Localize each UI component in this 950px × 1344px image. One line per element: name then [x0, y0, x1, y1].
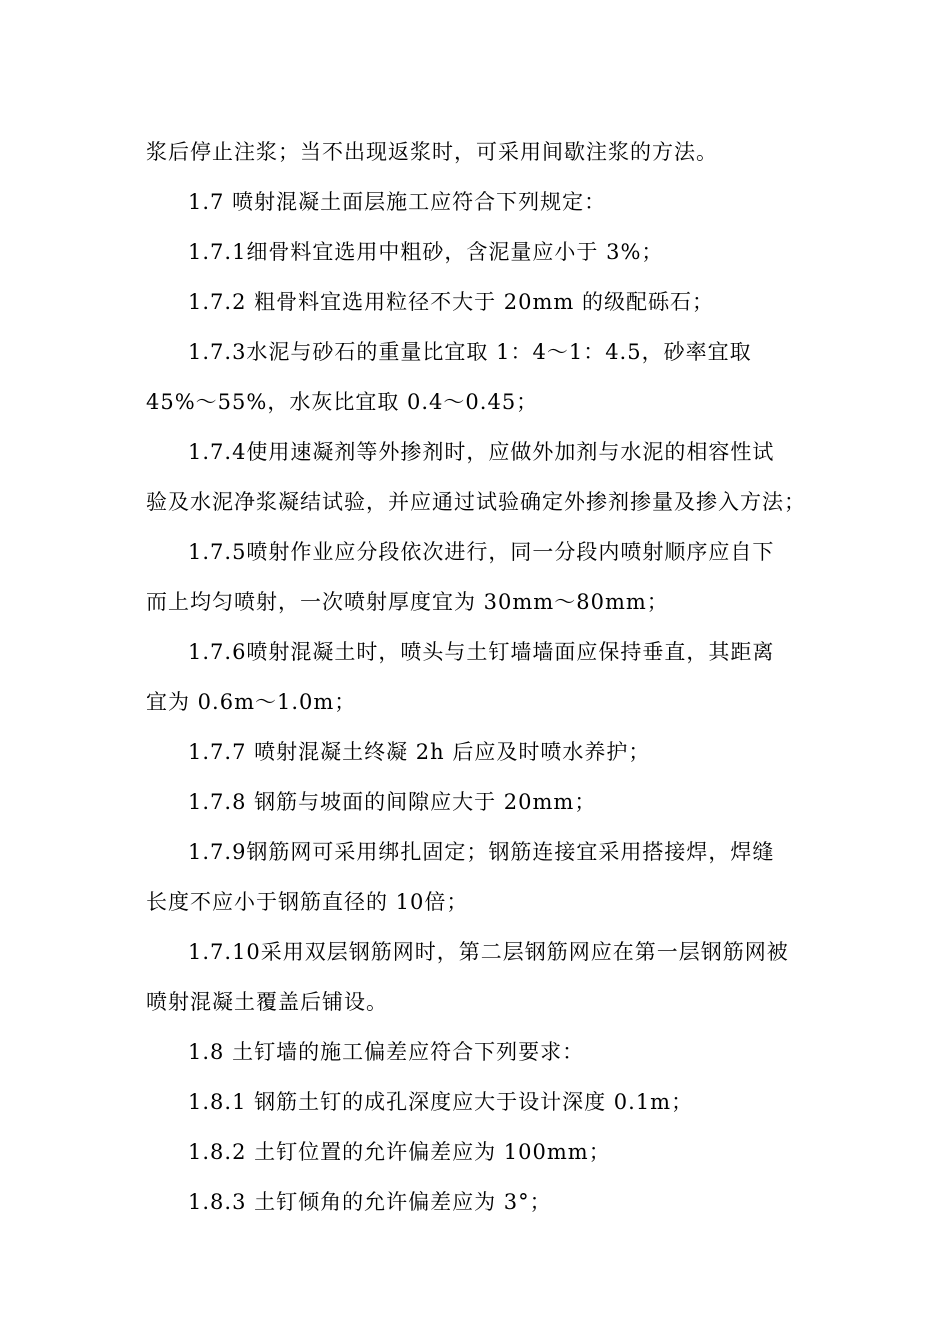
clause-1-7-6-cont: 宜为 0.6m～1.0m； — [146, 690, 357, 714]
clause-1-7-7: 1.7.7 喷射混凝土终凝 2h 后应及时喷水养护； — [188, 740, 651, 764]
clause-1-7-5-cont: 而上均匀喷射，一次喷射厚度宜为 30mm～80mm； — [146, 590, 669, 614]
clause-1-7-10: 1.7.10采用双层钢筋网时，第二层钢筋网应在第一层钢筋网被 — [188, 940, 789, 964]
clause-1-7-9-cont: 长度不应小于钢筋直径的 10倍； — [146, 890, 469, 914]
clause-1-7-4: 1.7.4使用速凝剂等外掺剂时，应做外加剂与水泥的相容性试 — [188, 440, 775, 464]
clause-1-7-8: 1.7.8 钢筋与坡面的间隙应大于 20mm； — [188, 790, 597, 814]
clause-1-7-4-cont: 验及水泥净浆凝结试验，并应通过试验确定外掺剂掺量及掺入方法； — [146, 490, 806, 514]
section-heading-1-7: 1.7 喷射混凝土面层施工应符合下列规定： — [188, 190, 607, 214]
section-heading-1-8: 1.8 土钉墙的施工偏差应符合下列要求： — [188, 1040, 585, 1064]
clause-1-8-2: 1.8.2 土钉位置的允许偏差应为 100mm； — [188, 1140, 611, 1164]
clause-1-7-6: 1.7.6喷射混凝土时，喷头与土钉墙墙面应保持垂直，其距离 — [188, 640, 775, 664]
clause-1-7-5: 1.7.5喷射作业应分段依次进行，同一分段内喷射顺序应自下 — [188, 540, 775, 564]
text-line-continuation: 浆后停止注浆；当不出现返浆时，可采用间歇注浆的方法。 — [146, 140, 718, 164]
clause-1-7-2: 1.7.2 粗骨料宜选用粒径不大于 20mm 的级配砾石； — [188, 290, 715, 314]
clause-1-8-3: 1.8.3 土钉倾角的允许偏差应为 3°； — [188, 1190, 552, 1214]
clause-1-7-3: 1.7.3水泥与砂石的重量比宜取 1：4～1：4.5，砂率宜取 — [188, 340, 752, 364]
clause-1-8-1: 1.8.1 钢筋土钉的成孔深度应大于设计深度 0.1m； — [188, 1090, 694, 1114]
clause-1-7-9: 1.7.9钢筋网可采用绑扎固定；钢筋连接宜采用搭接焊，焊缝 — [188, 840, 775, 864]
clause-1-7-1: 1.7.1细骨料宜选用中粗砂，含泥量应小于 3%； — [188, 240, 664, 264]
clause-1-7-10-cont: 喷射混凝土覆盖后铺设。 — [146, 990, 388, 1014]
clause-1-7-3-cont: 45%～55%，水灰比宜取 0.4～0.45； — [146, 390, 539, 414]
